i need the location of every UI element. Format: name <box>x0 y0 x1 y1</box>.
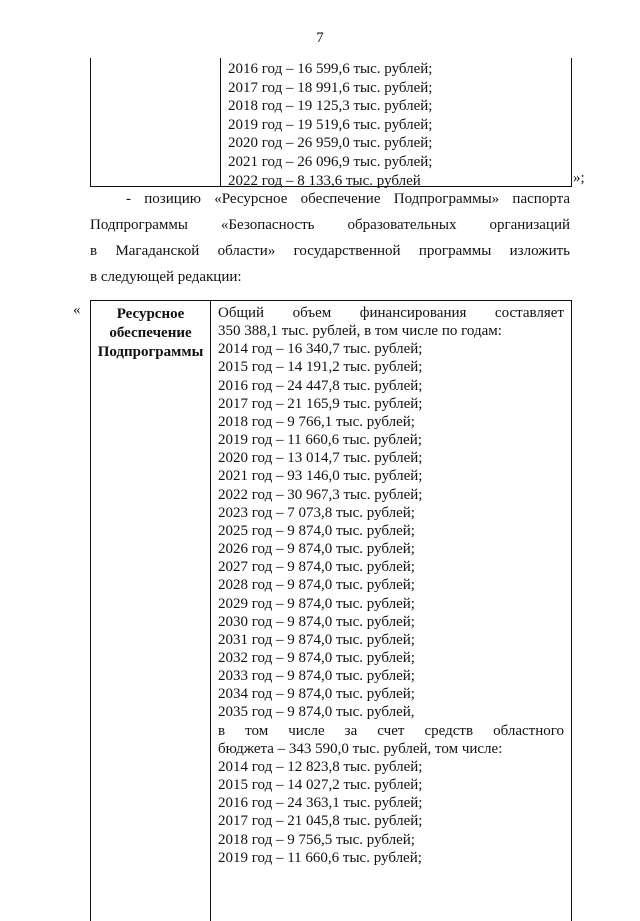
funding-line: 2032 год – 9 874,0 тыс. рублей; <box>218 649 415 666</box>
funding-line: 2019 год – 19 519,6 тыс. рублей; <box>228 116 433 133</box>
opening-quote: « <box>73 302 81 318</box>
funding-line: 2027 год – 9 874,0 тыс. рублей; <box>218 559 415 576</box>
resource-table <box>90 300 572 921</box>
funding-line: 2016 год – 24 447,8 тыс. рублей; <box>218 377 423 394</box>
regional-funding-line: 2019 год – 11 660,6 тыс. рублей; <box>218 849 422 866</box>
funding-line: 2019 год – 11 660,6 тыс. рублей; <box>218 432 422 449</box>
funding-line: 2028 год – 9 874,0 тыс. рублей; <box>218 577 415 594</box>
funding-line: 2015 год – 14 191,2 тыс. рублей; <box>218 359 423 376</box>
regional-funding-line: 2014 год – 12 823,8 тыс. рублей; <box>218 758 423 775</box>
funding-line: 2025 год – 9 874,0 тыс. рублей; <box>218 522 415 539</box>
funding-line: 2014 год – 16 340,7 тыс. рублей; <box>218 341 423 358</box>
funding-line: 2031 год – 9 874,0 тыс. рублей; <box>218 631 415 648</box>
regional-funding-line: 2015 год – 14 027,2 тыс. рублей; <box>218 777 423 794</box>
row-label: Ресурсное обеспечение Подпрограммы <box>97 306 204 360</box>
regional-funding-line: 2018 год – 9 756,5 тыс. рублей; <box>218 831 415 848</box>
page-number: 7 <box>316 30 324 46</box>
regional-intro-line: в том числе за счет средств областного <box>218 722 564 739</box>
regional-intro-line: бюджета – 343 590,0 тыс. рублей, том числе: <box>218 740 503 757</box>
funding-line: 2018 год – 9 766,1 тыс. рублей; <box>218 413 415 430</box>
funding-line: 2022 год – 30 967,3 тыс. рублей; <box>218 486 423 503</box>
funding-line: 2033 год – 9 874,0 тыс. рублей; <box>218 668 415 685</box>
funding-line: 2017 год – 18 991,6 тыс. рублей; <box>228 79 433 96</box>
funding-line: 2016 год – 16 599,6 тыс. рублей; <box>228 61 433 77</box>
funding-line: 2035 год – 9 874,0 тыс. рублей, <box>218 704 415 721</box>
funding-line: 2030 год – 9 874,0 тыс. рублей; <box>218 613 415 630</box>
intro-line: 350 388,1 тыс. рублей, в том числе по годам: <box>218 323 502 340</box>
funding-line: 2020 год – 26 959,0 тыс. рублей; <box>228 135 433 152</box>
funding-line: 2021 год – 26 096,9 тыс. рублей; <box>228 153 433 170</box>
regional-funding-line: 2016 год – 24 363,1 тыс. рублей; <box>218 795 423 812</box>
funding-content <box>218 304 564 867</box>
funding-line: 2021 год – 93 146,0 тыс. рублей; <box>218 468 423 485</box>
closing-quote: »; <box>573 170 585 186</box>
amendment-paragraph <box>90 186 570 290</box>
funding-line: 2034 год – 9 874,0 тыс. рублей; <box>218 686 415 703</box>
funding-line: 2026 год – 9 874,0 тыс. рублей; <box>218 541 415 558</box>
paragraph-line: - позицию «Ресурсное обеспечение Подпрограммы» паспорта <box>126 191 570 207</box>
continuation-table <box>90 58 572 187</box>
paragraph-line: в следующей редакции: <box>90 269 242 285</box>
column-divider <box>220 58 221 186</box>
funding-line: 2017 год – 21 165,9 тыс. рублей; <box>218 395 423 412</box>
paragraph-line: в Магаданской области» государственной программы изложить <box>90 243 570 259</box>
funding-line: 2029 год – 9 874,0 тыс. рублей; <box>218 595 415 612</box>
funding-line: 2023 год – 7 073,8 тыс. рублей; <box>218 504 415 521</box>
column-divider <box>210 301 211 921</box>
funding-line: 2022 год – 8 133,6 тыс. рублей <box>228 172 421 189</box>
regional-funding-line: 2017 год – 21 045,8 тыс. рублей; <box>218 813 423 830</box>
paragraph-line: Подпрограммы «Безопасность образовательных организаций <box>90 217 570 233</box>
funding-line: 2018 год – 19 125,3 тыс. рублей; <box>228 98 433 115</box>
funding-list-continued <box>228 60 432 190</box>
funding-line: 2020 год – 13 014,7 тыс. рублей; <box>218 450 423 467</box>
intro-line: Общий объем финансирования составляет <box>218 305 564 321</box>
